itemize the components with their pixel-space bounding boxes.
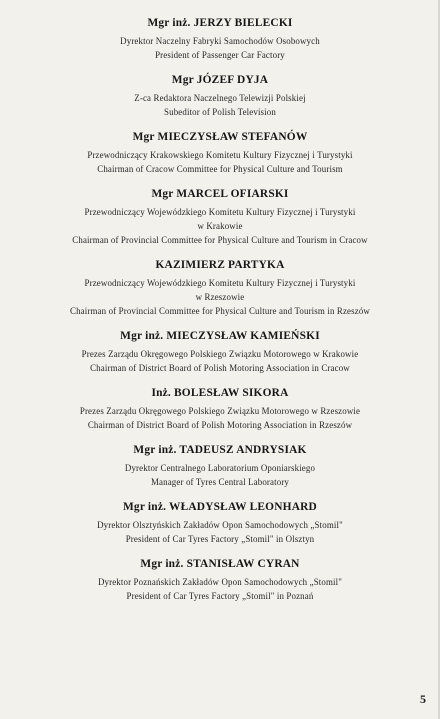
title-line: Chairman of Cracow Committee for Physical Culture and Tourism [97, 164, 343, 174]
entry-andrysiak [14, 443, 426, 489]
person-name: Inż. BOLESŁAW SIKORA [151, 387, 289, 399]
title-line: Dyrektor Olsztyńskich Zakładów Opon Samochodowych „Stomil" [97, 520, 343, 530]
person-name: Mgr MIECZYSŁAW STEFANÓW [132, 131, 308, 143]
person-name: Mgr inż. MIECZYSŁAW KAMIEŃSKI [120, 330, 320, 342]
entry-ofiarski [14, 187, 426, 247]
title-line: Subeditor of Polish Television [164, 107, 276, 117]
entry-dyja [14, 73, 426, 119]
person-name: Mgr inż. STANISŁAW CYRAN [140, 558, 300, 570]
title-line: Chairman of District Board of Polish Motoring Association in Rzeszów [87, 420, 353, 430]
title-line: w Krakowie [197, 221, 243, 231]
title-line: Dyrektor Poznańskich Zakładów Opon Samochodowych „Stomil" [97, 577, 343, 587]
title-line: w Rzeszowie [195, 292, 245, 302]
entry-partyka [14, 258, 426, 318]
entry-stefanow [14, 130, 426, 176]
title-line: President of Car Tyres Factory „Stomil" in Poznań [126, 591, 314, 601]
title-line: Chairman of Provincial Committee for Physical Culture and Tourism in Cracow [72, 235, 368, 245]
title-line: Chairman of Provincial Committee for Physical Culture and Tourism in Rzeszów [70, 306, 370, 316]
title-line: Przewodniczący Wojewódzkiego Komitetu Kultury Fizycznej i Turystyki [84, 278, 356, 288]
title-line: Z-ca Redaktora Naczelnego Telewizji Polskiej [134, 93, 306, 103]
person-name: KAZIMIERZ PARTYKA [155, 259, 285, 271]
person-name: Mgr inż. WŁADYSŁAW LEONHARD [122, 501, 317, 513]
title-line: Dyrektor Centralnego Laboratorium Oponiarskiego [124, 463, 316, 473]
title-line: Przewodniczący Krakowskiego Komitetu Kultury Fizycznej i Turystyki [87, 150, 353, 160]
title-line: Prezes Zarządu Okręgowego Polskiego Związku Motorowego w Krakowie [81, 349, 359, 359]
title-line: Manager of Tyres Central Laboratory [150, 477, 290, 487]
title-line: President of Passenger Car Factory [155, 50, 285, 60]
title-line: Prezes Zarządu Okręgowego Polskiego Związku Motorowego w Rzeszowie [79, 406, 361, 416]
title-line: Przewodniczący Wojewódzkiego Komitetu Kultury Fizycznej i Turystyki [84, 207, 356, 217]
person-name: Mgr inż. TADEUSZ ANDRYSIAK [133, 444, 307, 456]
person-name: Mgr JÓZEF DYJA [171, 74, 269, 86]
title-line: President of Car Tyres Factory „Stomil" in Olsztyn [125, 534, 315, 544]
person-name: Mgr MARCEL OFIARSKI [151, 188, 289, 200]
entry-bielecki [14, 16, 426, 62]
entry-kamienski [14, 329, 426, 375]
person-name: Mgr inż. JERZY BIELECKI [147, 17, 293, 29]
title-line: Chairman of District Board of Polish Motoring Association in Cracow [90, 363, 350, 373]
entry-cyran [14, 557, 426, 603]
page-number: 5 [420, 692, 426, 706]
entry-leonhard [14, 500, 426, 546]
entry-sikora [14, 386, 426, 432]
title-line: Dyrektor Naczelny Fabryki Samochodów Osobowych [120, 36, 320, 46]
